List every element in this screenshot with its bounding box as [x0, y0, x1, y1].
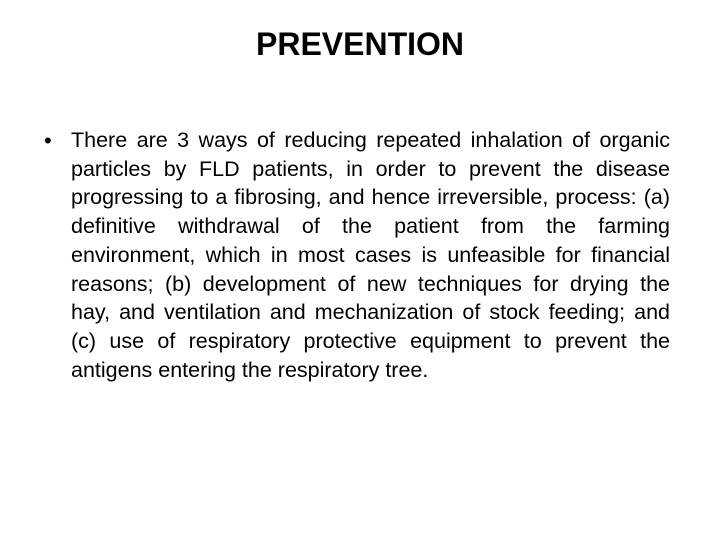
- bullet-text: There are 3 ways of reducing repeated inhalation of organic particles by FLD patients, in order to prevent the disease progressing to a fibrosing, and hence irreversible, process: (a) definitive withdrawal of the patient from the farming environment, which in most cases is unfeasible for financial reasons; (b) development of new techniques for drying the hay, and ventilation and mechanization of stock feeding; and (c) use of respiratory protective equipment to prevent the antigens entering the respiratory tree.: [71, 128, 670, 382]
- bullet-marker: •: [44, 128, 52, 153]
- slide-title: PREVENTION: [255, 26, 465, 62]
